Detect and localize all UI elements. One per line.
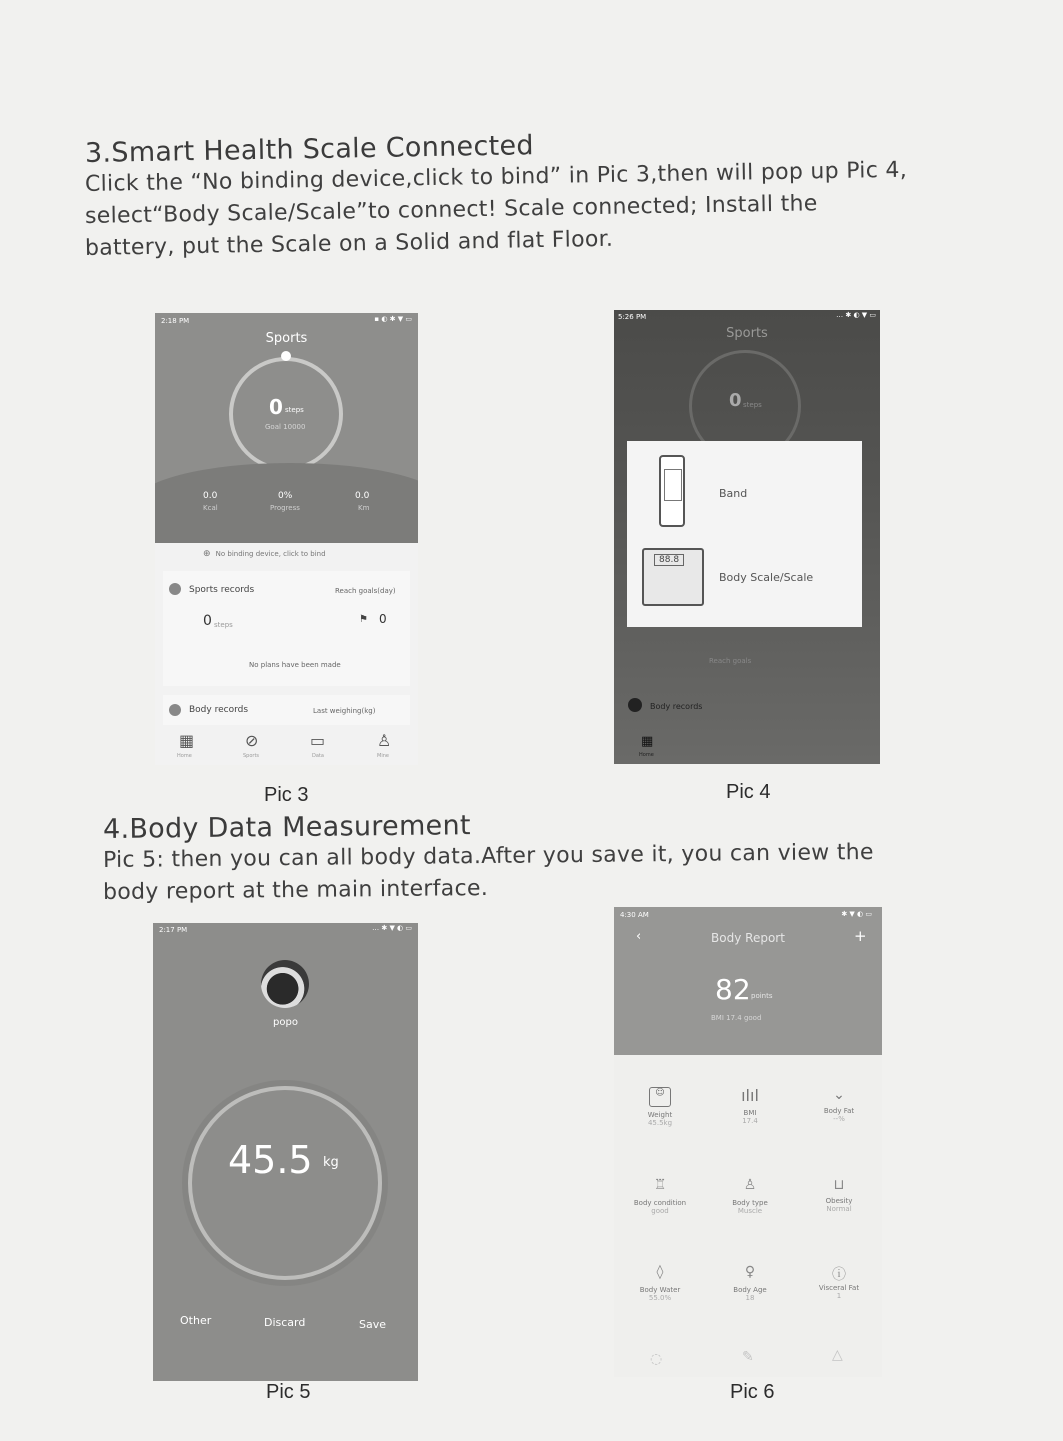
username: popo (273, 1017, 298, 1028)
water-drop-icon: ◊ (656, 1264, 664, 1280)
metric-body-water-value: 55.0% (648, 1294, 672, 1302)
pic5-caption: Pic 5 (266, 1381, 311, 1403)
sports-icon (169, 583, 181, 595)
device-band-option[interactable] (627, 441, 862, 534)
steps-count-unit: steps (214, 621, 233, 629)
metric-body-condition-label: Body condition (633, 1199, 687, 1207)
back-icon[interactable]: ‹ (636, 929, 642, 944)
body-fat-icon: ⌄ (833, 1087, 845, 1103)
bg-steps-value: 0 (729, 390, 742, 411)
metric-body-type-label: Body type (732, 1199, 768, 1207)
pic3-caption: Pic 3 (264, 784, 309, 806)
status-icons: … ✱ ▼ ◐ ▭ (372, 924, 412, 932)
device-popup (627, 441, 862, 627)
body-condition-icon: ♖ (653, 1177, 667, 1193)
metric-bmi-value: 17.4 (742, 1117, 758, 1125)
steps-value: 0 (269, 395, 283, 419)
metric-obesity-label: Obesity (825, 1197, 853, 1205)
stat-progress-value: 0% (278, 491, 293, 501)
wave (155, 463, 418, 543)
section3-heading: 3.Smart Health Scale Connected (84, 130, 535, 169)
metric-body-age-value: 18 (745, 1294, 755, 1302)
weight-unit: kg (323, 1155, 339, 1170)
pic4-caption: Pic 4 (726, 781, 771, 803)
stat-kcal-label: Kcal (203, 504, 218, 512)
steps-count: 0 (203, 613, 212, 629)
section3-line1: Click the “No binding device,click to bind” in Pic 3,then will pop up Pic 4, (84, 157, 908, 197)
pic6-title: Body Report (711, 931, 785, 945)
weight-ring (188, 1086, 382, 1280)
metric-weight-value: 45.5kg (647, 1119, 673, 1127)
metric-body-condition[interactable] (626, 1177, 694, 1215)
body-records-label: Body records (189, 705, 249, 715)
pic3-bottom-nav (155, 729, 418, 765)
bind-device-link[interactable] (203, 541, 326, 560)
metric-body-condition-value: good (651, 1207, 669, 1215)
status-time: 2:17 PM (159, 926, 188, 934)
scale-display: 88.8 (654, 554, 684, 566)
save-button[interactable]: Save (359, 1318, 387, 1331)
weight-icon: ☺ (649, 1087, 671, 1107)
metric-body-age[interactable] (722, 1264, 778, 1302)
score-value: 82 (715, 973, 751, 1006)
body-records-card (163, 695, 410, 725)
stat-km-label: Km (358, 504, 370, 512)
stat-km-value: 0.0 (355, 491, 370, 501)
bmi-icon: ılıl (741, 1086, 759, 1105)
metric-body-fat-value: --% (833, 1115, 845, 1123)
bg-body-records-icon (628, 698, 642, 712)
nav-home-label: Home (177, 753, 192, 759)
bg-steps-unit: steps (743, 401, 762, 409)
metric-visceral-fat-label: Visceral Fat (818, 1284, 860, 1292)
scale-icon (642, 548, 704, 606)
body-records-icon (169, 704, 181, 716)
metric-visceral-fat-value: 1 (836, 1292, 842, 1300)
nav-mine-label: Mine (377, 753, 389, 759)
metric-bmi[interactable] (722, 1087, 778, 1125)
other-button[interactable]: Other (180, 1314, 212, 1327)
pic6-screenshot (614, 907, 882, 1377)
score-subline: BMI 17.4 good (711, 1014, 762, 1022)
reach-goals-label: Reach goals(day) (335, 587, 396, 595)
stat-kcal-value: 0.0 (203, 491, 218, 501)
metric-body-age-label: Body Age (733, 1286, 767, 1294)
device-scale-label: Body Scale/Scale (719, 571, 814, 584)
bind-plus-icon: ⊕ (203, 549, 211, 559)
section4-line2: body report at the main interface. (102, 875, 489, 905)
nav-home-icon[interactable]: ▦ (179, 731, 195, 750)
nav-sports-label: Sports (243, 753, 260, 759)
steps-ring (229, 357, 343, 471)
steps-unit: steps (285, 406, 304, 414)
section3-line2: select“Body Scale/Scale”to connect! Scale connected; Install the (84, 191, 818, 229)
section4-heading: 4.Body Data Measurement (102, 810, 471, 845)
pic3-title: Sports (265, 331, 308, 346)
section4-line1: Pic 5: then you can all body data.After you save it, you can view the (102, 839, 874, 873)
protein-icon[interactable]: ✎ (742, 1349, 754, 1365)
ring-dot (281, 351, 291, 361)
body-type-icon: ♙ (743, 1177, 757, 1193)
no-plans-text: No plans have been made (249, 661, 341, 669)
score-unit: points (751, 992, 773, 1000)
status-time: 5:26 PM (618, 313, 647, 321)
status-time: 2:18 PM (161, 317, 190, 325)
section3-line3: battery, put the Scale on a Solid and flat Floor. (84, 226, 614, 261)
metric-obesity[interactable] (809, 1177, 869, 1213)
weight-value: 45.5 (228, 1138, 313, 1182)
device-band-label: Band (719, 487, 748, 500)
obesity-icon: ⊔ (833, 1177, 845, 1193)
metric-weight-label: Weight (647, 1111, 673, 1119)
goal-days: 0 (379, 612, 387, 626)
pic4-title: Sports (726, 326, 768, 341)
visceral-fat-icon: ⓘ (832, 1267, 846, 1283)
pic3-screenshot (155, 313, 418, 765)
bg-nav-home-icon: ▦ (641, 734, 654, 749)
add-icon[interactable]: + (854, 927, 867, 945)
status-icons: … ✱ ◐ ▼ ▭ (836, 311, 876, 319)
pic4-screenshot (614, 310, 880, 764)
pic6-header (614, 907, 882, 1055)
sports-records-card (163, 571, 410, 686)
bg-body-records: Body records (650, 702, 703, 711)
pic3-header (155, 313, 418, 525)
metric-body-water[interactable] (629, 1264, 691, 1302)
nav-sports-icon[interactable]: ⊘ (245, 731, 259, 750)
status-icons: ▪ ◐ ✱ ▼ ▭ (374, 315, 412, 323)
bone-icon[interactable]: △ (832, 1347, 843, 1363)
muscle-icon[interactable]: ◌ (650, 1351, 663, 1367)
metric-body-fat-label: Body Fat (823, 1107, 855, 1115)
discard-button[interactable]: Discard (264, 1316, 306, 1329)
goal-text: Goal 10000 (265, 423, 306, 431)
band-icon (659, 455, 685, 527)
metric-weight[interactable] (632, 1087, 688, 1127)
stat-progress-label: Progress (270, 504, 300, 512)
metric-visceral-fat[interactable] (809, 1264, 869, 1300)
device-scale-option[interactable] (627, 534, 862, 627)
status-icons: ✱ ▼ ◐ ▭ (841, 910, 872, 918)
bg-reach-goals: Reach goals (709, 657, 752, 665)
nav-data-label: Data (312, 753, 324, 759)
sports-records-label: Sports records (189, 585, 255, 595)
bg-nav-home-label: Home (639, 752, 654, 758)
metric-body-type-value: Muscle (737, 1207, 763, 1215)
metric-body-type[interactable] (722, 1177, 778, 1215)
user-avatar[interactable] (261, 960, 309, 1008)
metric-body-water-label: Body Water (639, 1286, 681, 1294)
pic5-screenshot (153, 923, 418, 1381)
body-age-icon: ♀ (744, 1264, 756, 1280)
flag-icon: ⚑ (359, 614, 368, 625)
status-time: 4:30 AM (620, 911, 649, 919)
metric-bmi-label: BMI (743, 1109, 757, 1117)
pic6-caption: Pic 6 (730, 1381, 775, 1403)
nav-data-icon[interactable]: ▭ (310, 731, 326, 750)
last-weighing-label: Last weighing(kg) (313, 707, 376, 715)
bind-text: No binding device, click to bind (215, 550, 326, 558)
metric-obesity-value: Normal (826, 1205, 852, 1213)
metric-body-fat[interactable] (809, 1087, 869, 1123)
nav-mine-icon[interactable]: ♙ (377, 731, 392, 750)
